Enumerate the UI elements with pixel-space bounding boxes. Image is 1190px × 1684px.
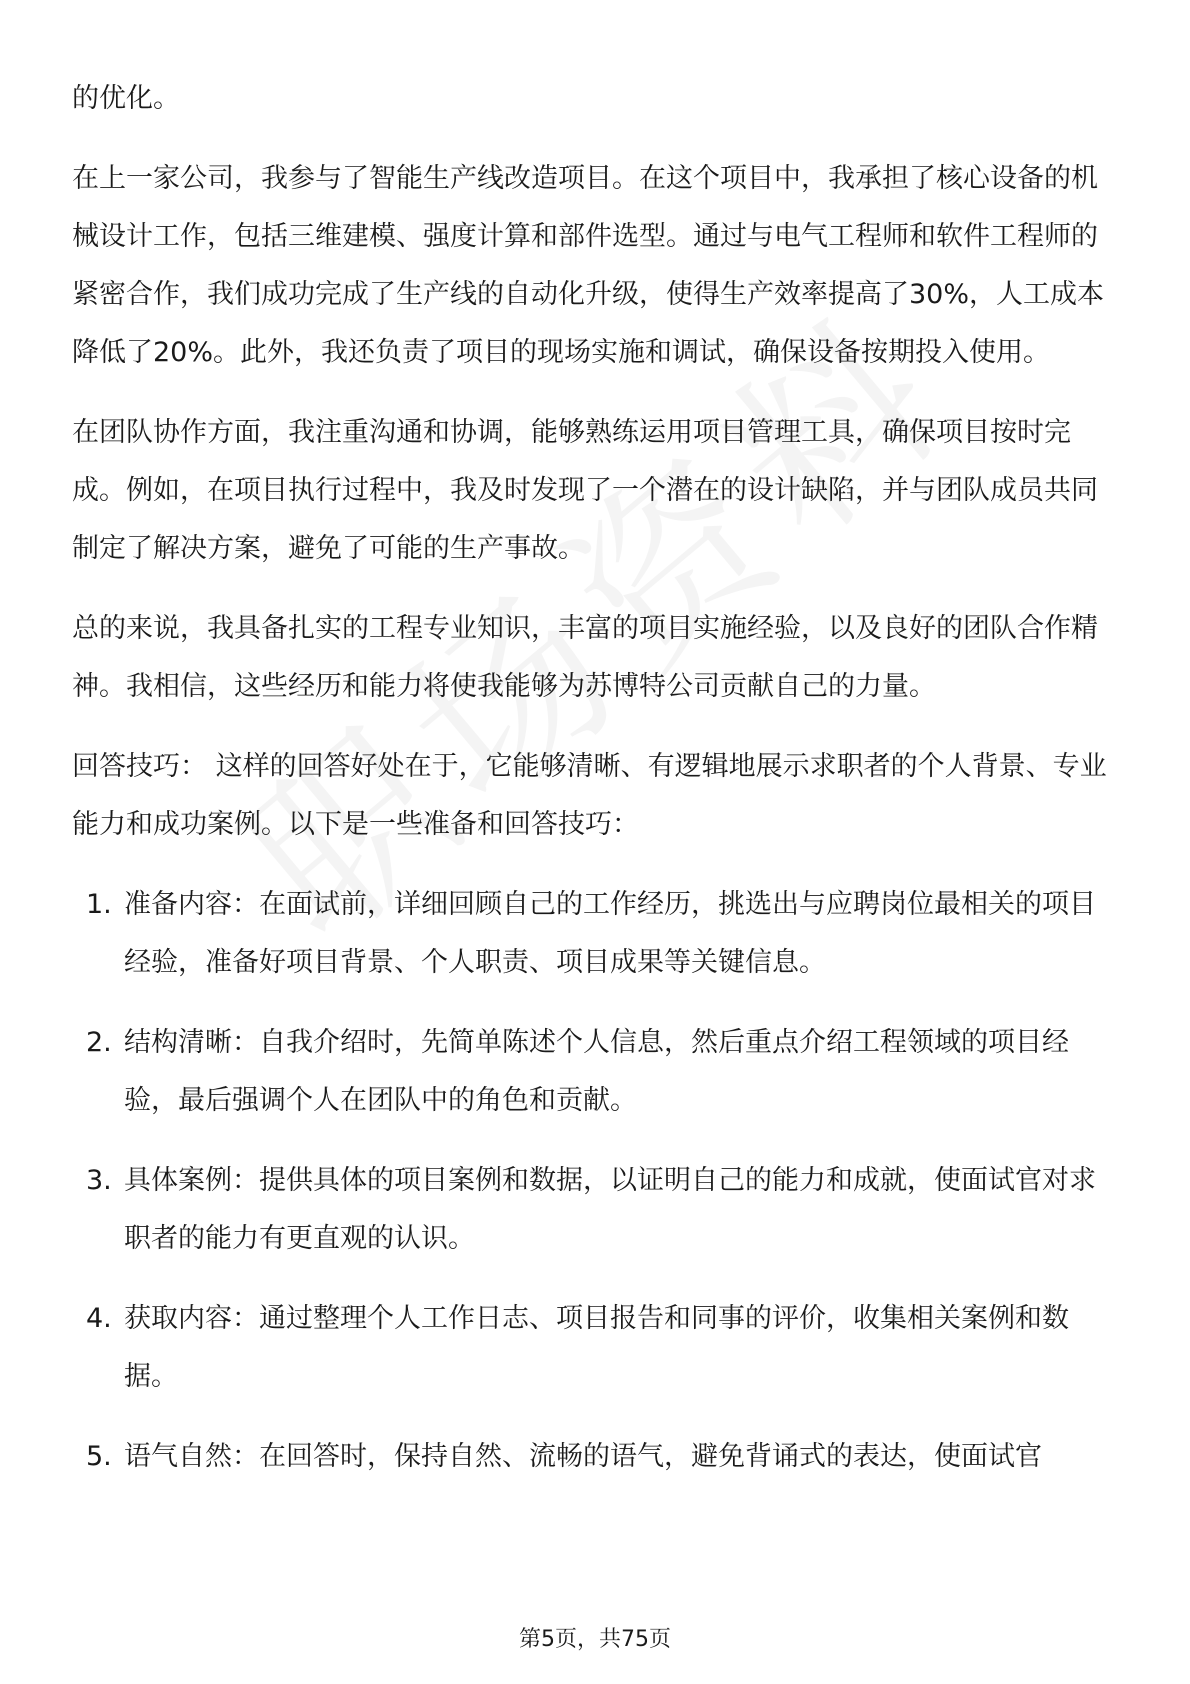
- page-number-footer: 第5页，共75页: [519, 1627, 671, 1652]
- paragraph-summary: 总的来说，我具备扎实的工程专业知识，丰富的项目实施经验，以及良好的团队合作精神。我相信，这些经历和能力将使我能够为苏博特公司贡献自己的力量。: [72, 613, 1098, 702]
- list-item-text: 具体案例：提供具体的项目案例和数据，以证明自己的能力和成就，使面试官对求职者的能力有更直观的认识。: [124, 1165, 1096, 1254]
- paragraph-project-experience: 在上一家公司，我参与了智能生产线改造项目。在这个项目中，我承担了核心设备的机械设计工作，包括三维建模、强度计算和部件选型。通过与电气工程师和软件工程师的紧密合作，我们成功完成了生产线的自动化升级，使得生产效率提高了30%，人工成本降低了20%。此外，我还负责了项目的现场实施和调试，确保设备按期投入使用。: [72, 163, 1105, 368]
- paragraph-teamwork: 在团队协作方面，我注重沟通和协调，能够熟练运用项目管理工具，确保项目按时完成。例如，在项目执行过程中，我及时发现了一个潜在的设计缺陷，并与团队成员共同制定了解决方案，避免了可能的生产事故。: [72, 417, 1098, 564]
- list-item-number: 5.: [86, 1441, 112, 1472]
- list-item: [72, 876, 1122, 992]
- list-item: [72, 1428, 1122, 1486]
- list-item: [72, 1014, 1122, 1130]
- paragraph-answer-tips: 回答技巧： 这样的回答好处在于，它能够清晰、有逻辑地展示求职者的个人背景、专业能力和成功案例。以下是一些准备和回答技巧：: [72, 751, 1107, 840]
- list-item-text: 结构清晰：自我介绍时，先简单陈述个人信息，然后重点介绍工程领域的项目经验，最后强调个人在团队中的角色和贡献。: [124, 1027, 1069, 1116]
- list-item-number: 4.: [86, 1303, 112, 1334]
- list-item-number: 1.: [86, 889, 112, 920]
- list-item-number: 3.: [86, 1165, 112, 1196]
- list-item: [72, 1290, 1122, 1406]
- list-item-text: 准备内容：在面试前，详细回顾自己的工作经历，挑选出与应聘岗位最相关的项目经验，准备好项目背景、个人职责、项目成果等关键信息。: [124, 889, 1096, 978]
- list-item-text: 获取内容：通过整理个人工作日志、项目报告和同事的评价，收集相关案例和数据。: [124, 1303, 1069, 1392]
- tips-list: [72, 876, 1122, 1486]
- paragraph-continuation: 的优化。: [72, 83, 180, 114]
- list-item-text: 语气自然：在回答时，保持自然、流畅的语气，避免背诵式的表达，使面试官: [124, 1441, 1042, 1472]
- list-item: [72, 1152, 1122, 1268]
- page-content: [72, 70, 1122, 1508]
- list-item-number: 2.: [86, 1027, 112, 1058]
